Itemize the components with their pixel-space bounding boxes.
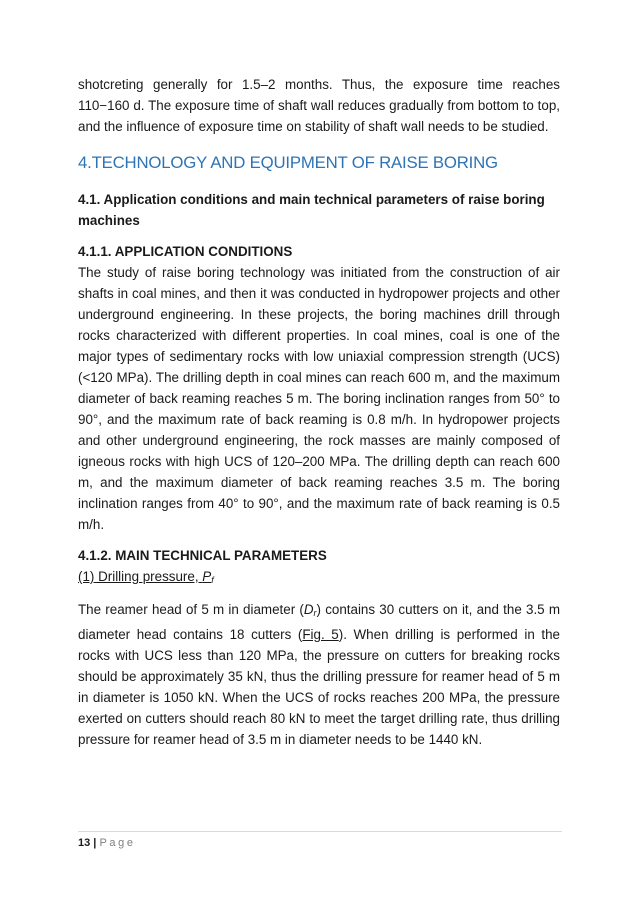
figure-5-link[interactable]: Fig. 5 [302,627,339,642]
diameter-symbol: D [303,602,314,617]
pressure-symbol: P [202,569,212,584]
page-footer [78,836,136,850]
section-4-1-2-heading: 4.1.2. MAIN TECHNICAL PARAMETERS [78,548,327,563]
footer-divider [78,831,562,832]
drilling-pressure-subheading [78,566,560,591]
application-conditions-paragraph: The study of raise boring technology was initiated from the construction of air shafts in coal mines, and then it was conducted in hydropower projects and other underground engineering. In these projects, the boring machines drill through rocks characterized with different properties. In coal mines, coal is one of the major types of sedimentary rocks with low uniaxial compression strength (UCS) (<120 MPa). The drilling depth in coal mines can reach 600 m, and the maximum diameter of back reaming reaches 5 m. The boring inclination ranges from 50° to 90°, and the maximum rate of back reaming is 0.8 m/h. In hydropower projects and other underground engineering, the rock masses are mainly composed of igneous rocks with high UCS of 120–200 MPa. The drilling depth can reach 600 m, and the maximum diameter of back reaming reaches 3.5 m. The boring inclination ranges from 40° to 90°, and the maximum rate of back reaming is 0.5 m/h. [78,265,560,532]
footer-separator: | [90,837,100,849]
paragraph-text-3: ). When drilling is performed in the rocks with UCS less than 120 MPa, the pressure on cutters for breaking rocks should be approximately 35 kN, thus the drilling pressure for reamer head of 5 m in diameter is 1050 kN. When the UCS of rocks reaches 200 MPa, the pressure exerted on cutters should reach 80 kN to meet the target drilling rate, thus drilling pressure for reamer head of 3.5 m in diameter needs to be 1440 kN. [78,627,561,747]
section-4-1-1-heading: 4.1.1. APPLICATION CONDITIONS [78,244,293,259]
page-label: Page [99,837,136,849]
diameter-subscript: r [313,608,317,618]
pressure-subscript: f [211,575,214,585]
document-page [78,74,560,750]
page-number: 13 [78,837,91,849]
section-4-heading: 4.TECHNOLOGY AND EQUIPMENT OF RAISE BORING [78,153,498,172]
section-4-1-heading: 4.1. Application conditions and main technical parameters of raise boring machines [78,192,545,228]
paragraph-text-1: The reamer head of 5 m in diameter ( [78,602,304,617]
drilling-pressure-paragraph [78,599,560,750]
subheading-text: (1) Drilling pressure, [78,569,203,584]
paragraph-text-2: ) contains 30 cutters on it, and the 3.5 m diameter head contains 18 cutters ( [78,602,560,642]
intro-paragraph: shotcreting generally for 1.5–2 months. Thus, the exposure time reaches 110−160 d. The exposure time of shaft wall reduces gradually from bottom to top, and the influence of exposure time on stability of shaft wall needs to be studied. [78,77,560,134]
